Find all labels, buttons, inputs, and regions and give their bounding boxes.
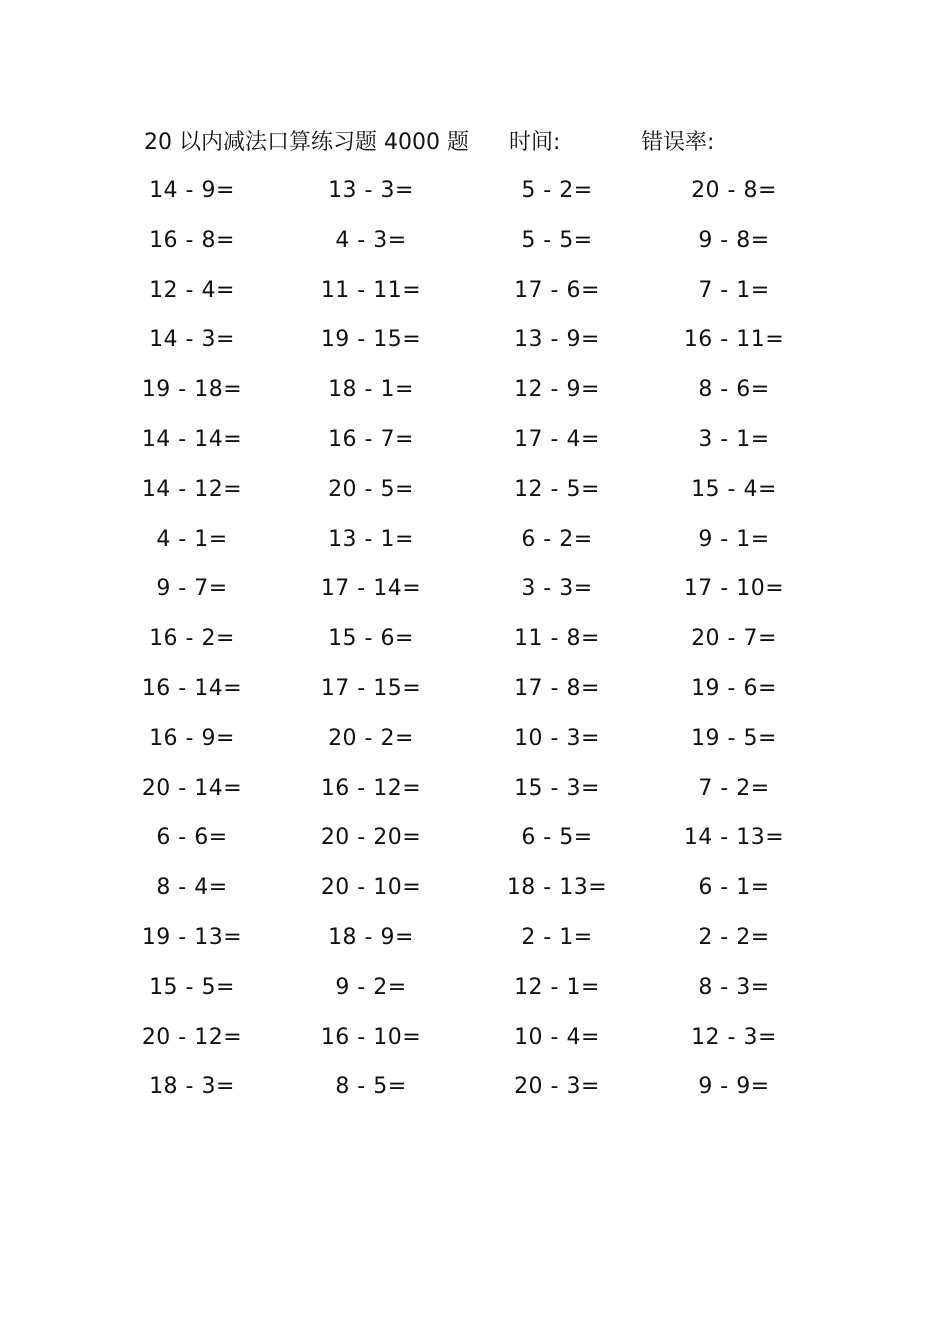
problem: 5 - 2= xyxy=(521,178,593,203)
problem-row xyxy=(0,1019,950,1069)
problem: 20 - 2= xyxy=(328,725,414,751)
problem: 20 - 10= xyxy=(320,875,422,901)
problem-row xyxy=(0,869,950,919)
problem: 16 - 12= xyxy=(320,775,422,801)
problem: 10 - 3= xyxy=(514,725,600,751)
problem: 10 - 4= xyxy=(514,1024,600,1050)
problem: 17 - 4= xyxy=(514,426,600,452)
problem: 16 - 2= xyxy=(149,626,235,652)
problem: 16 - 9= xyxy=(149,725,235,751)
problem-row xyxy=(0,720,950,770)
problem-row xyxy=(0,321,950,371)
problem-row xyxy=(0,620,950,670)
problem: 9 - 2= xyxy=(335,974,407,1000)
problem-row xyxy=(0,1068,950,1118)
worksheet-title: 20 以内减法口算练习题 4000 题 xyxy=(144,130,469,155)
problem: 6 - 1= xyxy=(698,875,770,901)
problem: 12 - 1= xyxy=(514,974,600,1000)
problem: 18 - 1= xyxy=(328,377,414,403)
problem-row xyxy=(0,770,950,820)
time-label: 时间: xyxy=(509,130,561,155)
problem: 18 - 13= xyxy=(506,875,608,901)
problem: 20 - 14= xyxy=(141,775,243,801)
problem: 14 - 9= xyxy=(149,178,235,203)
problem-row xyxy=(0,222,950,272)
problem-row xyxy=(0,421,950,471)
worksheet-header xyxy=(0,126,950,160)
problem: 19 - 13= xyxy=(141,924,243,950)
problem: 12 - 5= xyxy=(514,476,600,502)
problem: 20 - 12= xyxy=(141,1024,243,1050)
problem: 20 - 5= xyxy=(328,476,414,502)
problem: 9 - 9= xyxy=(698,1074,770,1100)
problem: 16 - 8= xyxy=(149,227,235,253)
problem: 12 - 3= xyxy=(691,1024,777,1050)
problem: 14 - 12= xyxy=(141,476,243,502)
problem: 17 - 6= xyxy=(514,277,600,303)
problem: 9 - 1= xyxy=(698,526,770,552)
problem: 12 - 9= xyxy=(514,377,600,403)
problem: 17 - 15= xyxy=(320,675,422,701)
problem-row xyxy=(0,471,950,521)
problem: 18 - 3= xyxy=(149,1074,235,1100)
problem: 20 - 8= xyxy=(691,178,777,203)
problem: 7 - 2= xyxy=(698,775,770,801)
problem: 16 - 10= xyxy=(320,1024,422,1050)
problem-row xyxy=(0,969,950,1019)
problem: 15 - 3= xyxy=(514,775,600,801)
problem: 19 - 15= xyxy=(320,327,422,353)
problem: 15 - 4= xyxy=(691,476,777,502)
problem: 17 - 8= xyxy=(514,675,600,701)
problem: 14 - 13= xyxy=(683,825,785,851)
problem: 17 - 10= xyxy=(683,576,785,602)
problem: 15 - 6= xyxy=(328,626,414,652)
problem-row xyxy=(0,919,950,969)
problem: 8 - 6= xyxy=(698,377,770,403)
error-rate-label: 错误率: xyxy=(641,130,715,155)
problem: 4 - 1= xyxy=(156,526,228,552)
problem: 3 - 1= xyxy=(698,426,770,452)
problem: 8 - 5= xyxy=(335,1074,407,1100)
problem: 11 - 8= xyxy=(514,626,600,652)
problem: 3 - 3= xyxy=(521,576,593,602)
problem: 20 - 7= xyxy=(691,626,777,652)
problem: 8 - 4= xyxy=(156,875,228,901)
problem: 16 - 7= xyxy=(328,426,414,452)
problem: 19 - 18= xyxy=(141,377,243,403)
problem-row xyxy=(0,819,950,869)
problem: 2 - 1= xyxy=(521,924,593,950)
problem: 6 - 6= xyxy=(156,825,228,851)
problem: 19 - 6= xyxy=(691,675,777,701)
problem: 13 - 3= xyxy=(328,178,414,203)
problem: 12 - 4= xyxy=(149,277,235,303)
problem: 15 - 5= xyxy=(149,974,235,1000)
problem: 6 - 2= xyxy=(521,526,593,552)
problem: 14 - 14= xyxy=(141,426,243,452)
problem: 20 - 3= xyxy=(514,1074,600,1100)
problem: 5 - 5= xyxy=(521,227,593,253)
problem: 11 - 11= xyxy=(320,277,422,303)
problem-grid xyxy=(0,172,950,1118)
problem: 20 - 20= xyxy=(320,825,422,851)
problem-row xyxy=(0,570,950,620)
problem: 13 - 1= xyxy=(328,526,414,552)
problem: 16 - 14= xyxy=(141,675,243,701)
problem-row xyxy=(0,670,950,720)
problem: 9 - 8= xyxy=(698,227,770,253)
problem: 16 - 11= xyxy=(683,327,785,353)
problem-row xyxy=(0,521,950,571)
problem: 18 - 9= xyxy=(328,924,414,950)
problem: 6 - 5= xyxy=(521,825,593,851)
problem-row xyxy=(0,272,950,322)
problem: 9 - 7= xyxy=(156,576,228,602)
problem: 17 - 14= xyxy=(320,576,422,602)
problem: 7 - 1= xyxy=(698,277,770,303)
problem: 4 - 3= xyxy=(335,227,407,253)
problem: 2 - 2= xyxy=(698,924,770,950)
problem-row xyxy=(0,371,950,421)
problem: 19 - 5= xyxy=(691,725,777,751)
problem: 8 - 3= xyxy=(698,974,770,1000)
problem-row xyxy=(0,172,950,222)
problem: 14 - 3= xyxy=(149,327,235,353)
problem: 13 - 9= xyxy=(514,327,600,353)
